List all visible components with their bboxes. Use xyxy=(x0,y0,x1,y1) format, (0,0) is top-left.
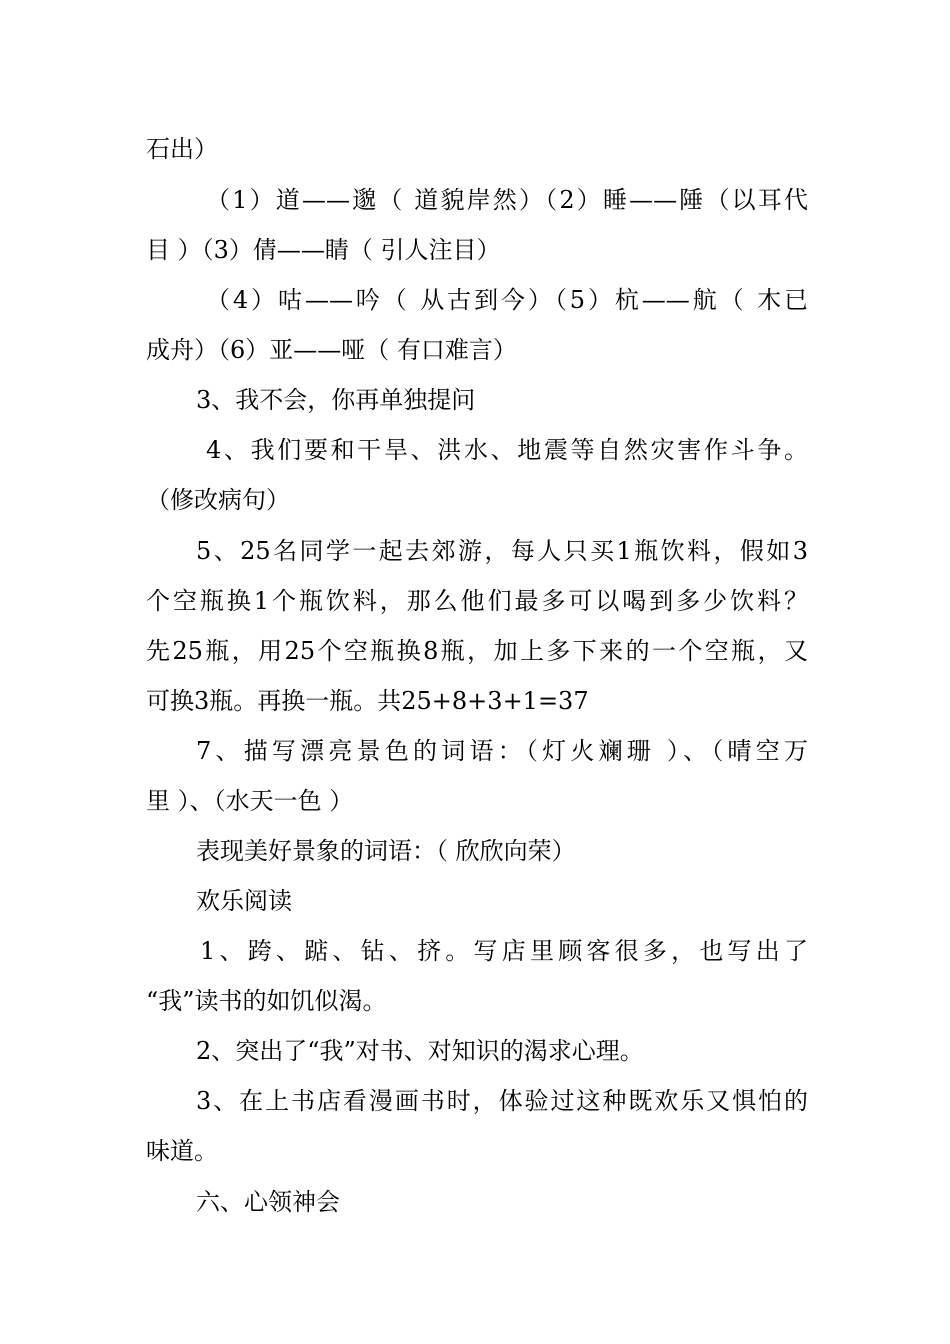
text-line: 石出） xyxy=(146,135,218,163)
text-line: 3、我不会，你再单独提问 xyxy=(196,386,476,414)
text-line: 2、突出了“我”对书、对知识的渴求心理。 xyxy=(196,1037,644,1065)
section-heading: 欢乐阅读 xyxy=(196,887,292,915)
text-line: 4、我们要和干旱、洪水、地震等自然灾害作斗争。 xyxy=(206,436,808,464)
text-line: 先25瓶，用25个空瓶换8瓶，加上多下来的一个空瓶，又 xyxy=(146,637,808,665)
text-line: 7、描写漂亮景色的词语：（灯火斓珊 ）、（晴空万 xyxy=(196,737,808,765)
text-line: 个空瓶换1个瓶饮料，那么他们最多可以喝到多少饮料？ xyxy=(146,587,808,615)
text-line: 1、跨、踮、钻、挤。写店里顾客很多，也写出了 xyxy=(200,937,808,965)
text-line: 成舟）（6）亚——哑（ 有口难言） xyxy=(146,336,517,364)
text-line: 目 ）（3）倩——睛（ 引人注目） xyxy=(146,236,501,264)
text-line: 3、在上书店看漫画书时，体验过这种既欢乐又惧怕的 xyxy=(196,1087,808,1115)
text-line: 表现美好景象的词语：（ 欣欣向荣） xyxy=(196,837,576,865)
text-line: 可换3瓶。再换一瓶。共25+8+3+1=37 xyxy=(146,687,589,715)
section-heading: 六、心领神会 xyxy=(196,1188,340,1216)
text-line: （1）道——邈（ 道貌岸然）（2）睡——陲（以耳代 xyxy=(206,186,808,214)
text-line: 味道。 xyxy=(146,1137,218,1165)
text-line: 5、25名同学一起去郊游，每人只买1瓶饮料，假如3 xyxy=(196,537,808,565)
text-line: “我”读书的如饥似渴。 xyxy=(146,987,387,1015)
text-line: 里 ）、（水天一色 ） xyxy=(146,787,354,815)
text-line: （修改病句） xyxy=(146,486,290,514)
text-line: （4）咕——吟（ 从古到今）（5）杭——航（ 木已 xyxy=(206,286,808,314)
